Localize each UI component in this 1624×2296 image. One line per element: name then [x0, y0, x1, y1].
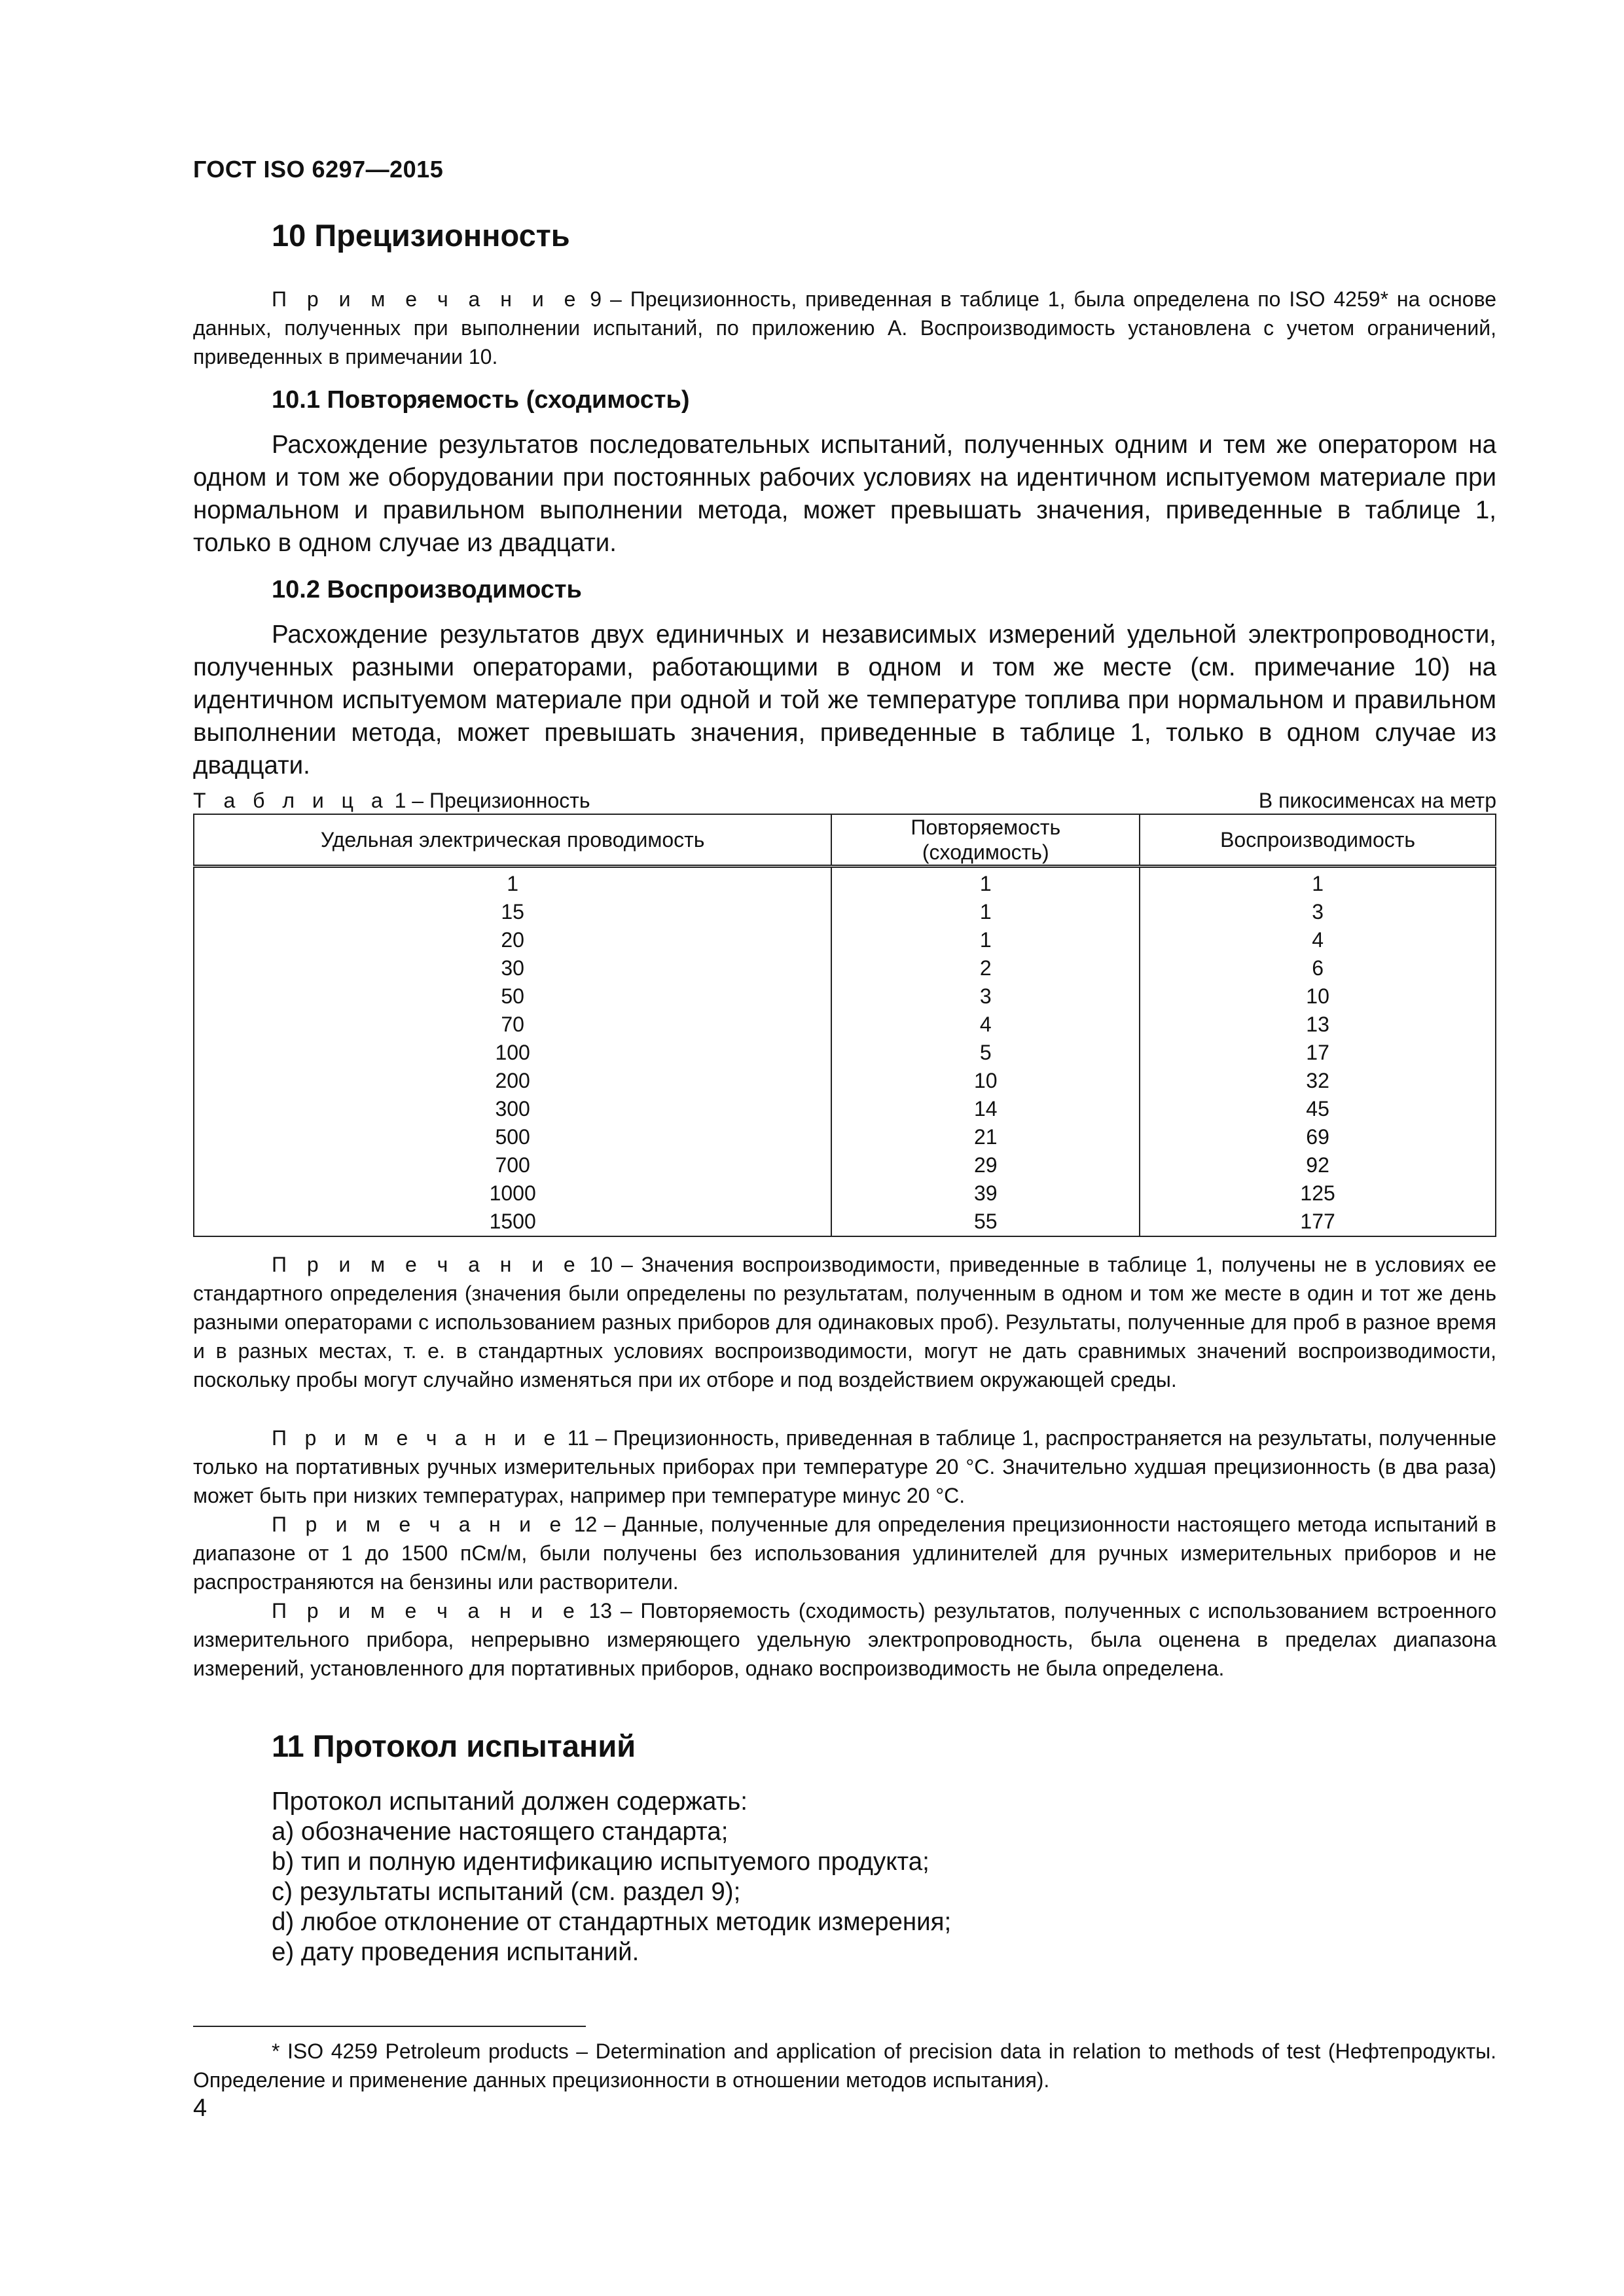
table-cell: 15: [194, 898, 831, 926]
section-10-2-text: Расхождение результатов двух единичных и независимых измерений удельной электропроводности, полученных разными операторами, работающими в одном и том же месте (см. примечание 10) на идентичном испытуемом материале при одной и той же температуре топлива при нормальном и правильном выполнении метода, может превышать значения, приведенные в таблице 1, только в одном случае из двадцати.: [193, 620, 1496, 780]
table-cell: 39: [831, 1179, 1140, 1208]
report-requirements-list: [272, 1787, 951, 1967]
footnote-text: * ISO 4259 Petroleum products – Determination and application of precision data in relation to methods of test (Нефтепродукты. Определение и применение данных прецизионности в отношении методов испытания).: [193, 2039, 1496, 2092]
note-9-text: 9 – Прецизионность, приведенная в таблице 1, была определена по ISO 4259* на основе данных, полученных при выполнении испытаний, по приложению А. Воспроизводимость установлена с учетом ограничений, приведенных в примечании 10.: [193, 287, 1497, 368]
list-item: d) любое отклонение от стандартных методик измерения;: [272, 1908, 952, 1936]
table-cell: 70: [194, 1011, 831, 1039]
table-cell: 1: [831, 867, 1140, 899]
table-cell: 10: [831, 1067, 1140, 1095]
table-cell: 1: [831, 926, 1140, 954]
precision-table: [193, 814, 1496, 1237]
table-cell: 32: [1140, 1067, 1496, 1095]
table-cell: 3: [1140, 898, 1496, 926]
list-item: b) тип и полную идентификацию испытуемого продукта;: [272, 1848, 929, 1876]
table-cell: 45: [1140, 1095, 1496, 1123]
note-12-text: 12 – Данные, полученные для определения прецизионности настоящего метода испытаний в диапазоне от 1 до 1500 пСм/м, были получены без использования удлинителей для ручных измерительных приборов и не распространяются на бензины или растворители.: [193, 1513, 1497, 1594]
table-cell: 6: [1140, 954, 1496, 982]
table-cell: 55: [831, 1208, 1140, 1236]
table-cell: 14: [831, 1095, 1140, 1123]
table-cell: 21: [831, 1123, 1140, 1151]
table-1-caption: [193, 789, 1496, 813]
list-intro: Протокол испытаний должен содержать:: [272, 1787, 748, 1816]
note-label: П р и м е ч а н и е: [272, 1426, 562, 1450]
list-item: c) результаты испытаний (см. раздел 9);: [272, 1878, 741, 1906]
note-9: [193, 285, 1496, 371]
section-10-1-title: 10.1 Повторяемость (сходимость): [272, 386, 690, 414]
column-header: Удельная электрическая проводимость: [194, 814, 831, 867]
table-cell: 92: [1140, 1151, 1496, 1179]
table-row: [194, 926, 1496, 954]
list-item: e) дату проведения испытаний.: [272, 1938, 640, 1966]
table-cell: 17: [1140, 1039, 1496, 1067]
table-row: [194, 1179, 1496, 1208]
note-label: П р и м е ч а н и е: [272, 1599, 581, 1623]
table-row: [194, 982, 1496, 1011]
table-cell: 1500: [194, 1208, 831, 1236]
table-cell: 3: [831, 982, 1140, 1011]
table-cell: 1: [194, 867, 831, 899]
note-13-text: 13 – Повторяемость (сходимость) результатов, полученных с использованием встроенного измерительного прибора, непрерывно измеряющего удельную электропроводность, была оценена в пределах диапазона измерений, установленного для портативных приборов, однако воспроизводимость не была определена.: [193, 1599, 1497, 1680]
table-cell: 20: [194, 926, 831, 954]
table-row: [194, 954, 1496, 982]
table-caption-label: Т а б л и ц а: [193, 789, 389, 812]
table-row: [194, 1151, 1496, 1179]
table-row: [194, 1011, 1496, 1039]
table-cell: 125: [1140, 1179, 1496, 1208]
note-11-text: 11 – Прецизионность, приведенная в таблице 1, распространяется на результаты, полученные только на портативных ручных измерительных приборах при температуре 20 °С. Значительно худшая прецизионность (в два раза) может быть при низких температурах, например при температуре минус 20 °С.: [193, 1426, 1497, 1507]
note-11: [193, 1424, 1496, 1510]
table-cell: 10: [1140, 982, 1496, 1011]
section-10-1-text: Расхождение результатов последовательных испытаний, полученных одним и тем же оператором на одном и том же оборудовании при постоянных рабочих условиях на идентичном испытуемом материале при нормальном и правильном выполнении метода, может превышать значения, приведенные в таблице 1, только в одном случае из двадцати.: [193, 431, 1496, 557]
table-cell: 30: [194, 954, 831, 982]
table-cell: 13: [1140, 1011, 1496, 1039]
section-11-title: 11 Протокол испытаний: [272, 1729, 636, 1763]
table-cell: 1: [1140, 867, 1496, 899]
table-cell: 69: [1140, 1123, 1496, 1151]
table-cell: 1000: [194, 1179, 831, 1208]
table-row: [194, 1039, 1496, 1067]
section-10-2-title: 10.2 Воспроизводимость: [272, 576, 582, 603]
table-cell: 2: [831, 954, 1140, 982]
page-number: 4: [193, 2094, 208, 2122]
table-caption-text: 1 – Прецизионность: [388, 789, 590, 812]
note-label: П р и м е ч а н и е: [272, 1513, 568, 1536]
table-cell: 700: [194, 1151, 831, 1179]
table-cell: 29: [831, 1151, 1140, 1179]
table-cell: 4: [1140, 926, 1496, 954]
table-header-row: [194, 814, 1496, 867]
table-units: В пикосименсах на метр: [1258, 789, 1496, 812]
list-item: a) обозначение настоящего стандарта;: [272, 1818, 729, 1846]
table-cell: 200: [194, 1067, 831, 1095]
table-cell: 5: [831, 1039, 1140, 1067]
table-row: [194, 1095, 1496, 1123]
footnote: [193, 2037, 1496, 2094]
table-cell: 300: [194, 1095, 831, 1123]
table-row: [194, 1208, 1496, 1236]
table-cell: 100: [194, 1039, 831, 1067]
table-cell: 177: [1140, 1208, 1496, 1236]
section-10-title: 10 Прецизионность: [272, 218, 570, 253]
column-header: Воспроизводимость: [1140, 814, 1496, 867]
note-10-text: 10 – Значения воспроизводимости, приведенные в таблице 1, получены не в условиях ее стандартного определения (значения были определены по результатам, полученным в одном и том же месте в один и тот же день разными операторами с использованием разных приборов для одинаковых проб). Результаты, полученные для проб в разное время и в разных местах, т. е. в стандартных условиях воспроизводимости, могут не дать сравнимых значений воспроизводимости, поскольку пробы могут случайно изменяться при их отборе и под воздействием окружающей среды.: [193, 1253, 1497, 1391]
note-10: [193, 1250, 1496, 1394]
footnote-separator: [193, 2026, 586, 2027]
table-row: [194, 1123, 1496, 1151]
note-label: П р и м е ч а н и е: [272, 1253, 581, 1276]
document-id-header: ГОСТ ISO 6297—2015: [193, 156, 444, 183]
table-cell: 4: [831, 1011, 1140, 1039]
table-cell: 50: [194, 982, 831, 1011]
column-header: Повторяемость (сходимость): [831, 814, 1140, 867]
table-row: [194, 867, 1496, 899]
note-label: П р и м е ч а н и е: [272, 287, 582, 311]
table-cell: 1: [831, 898, 1140, 926]
table-cell: 500: [194, 1123, 831, 1151]
note-13: [193, 1596, 1496, 1683]
note-12: [193, 1510, 1496, 1596]
table-row: [194, 898, 1496, 926]
table-row: [194, 1067, 1496, 1095]
